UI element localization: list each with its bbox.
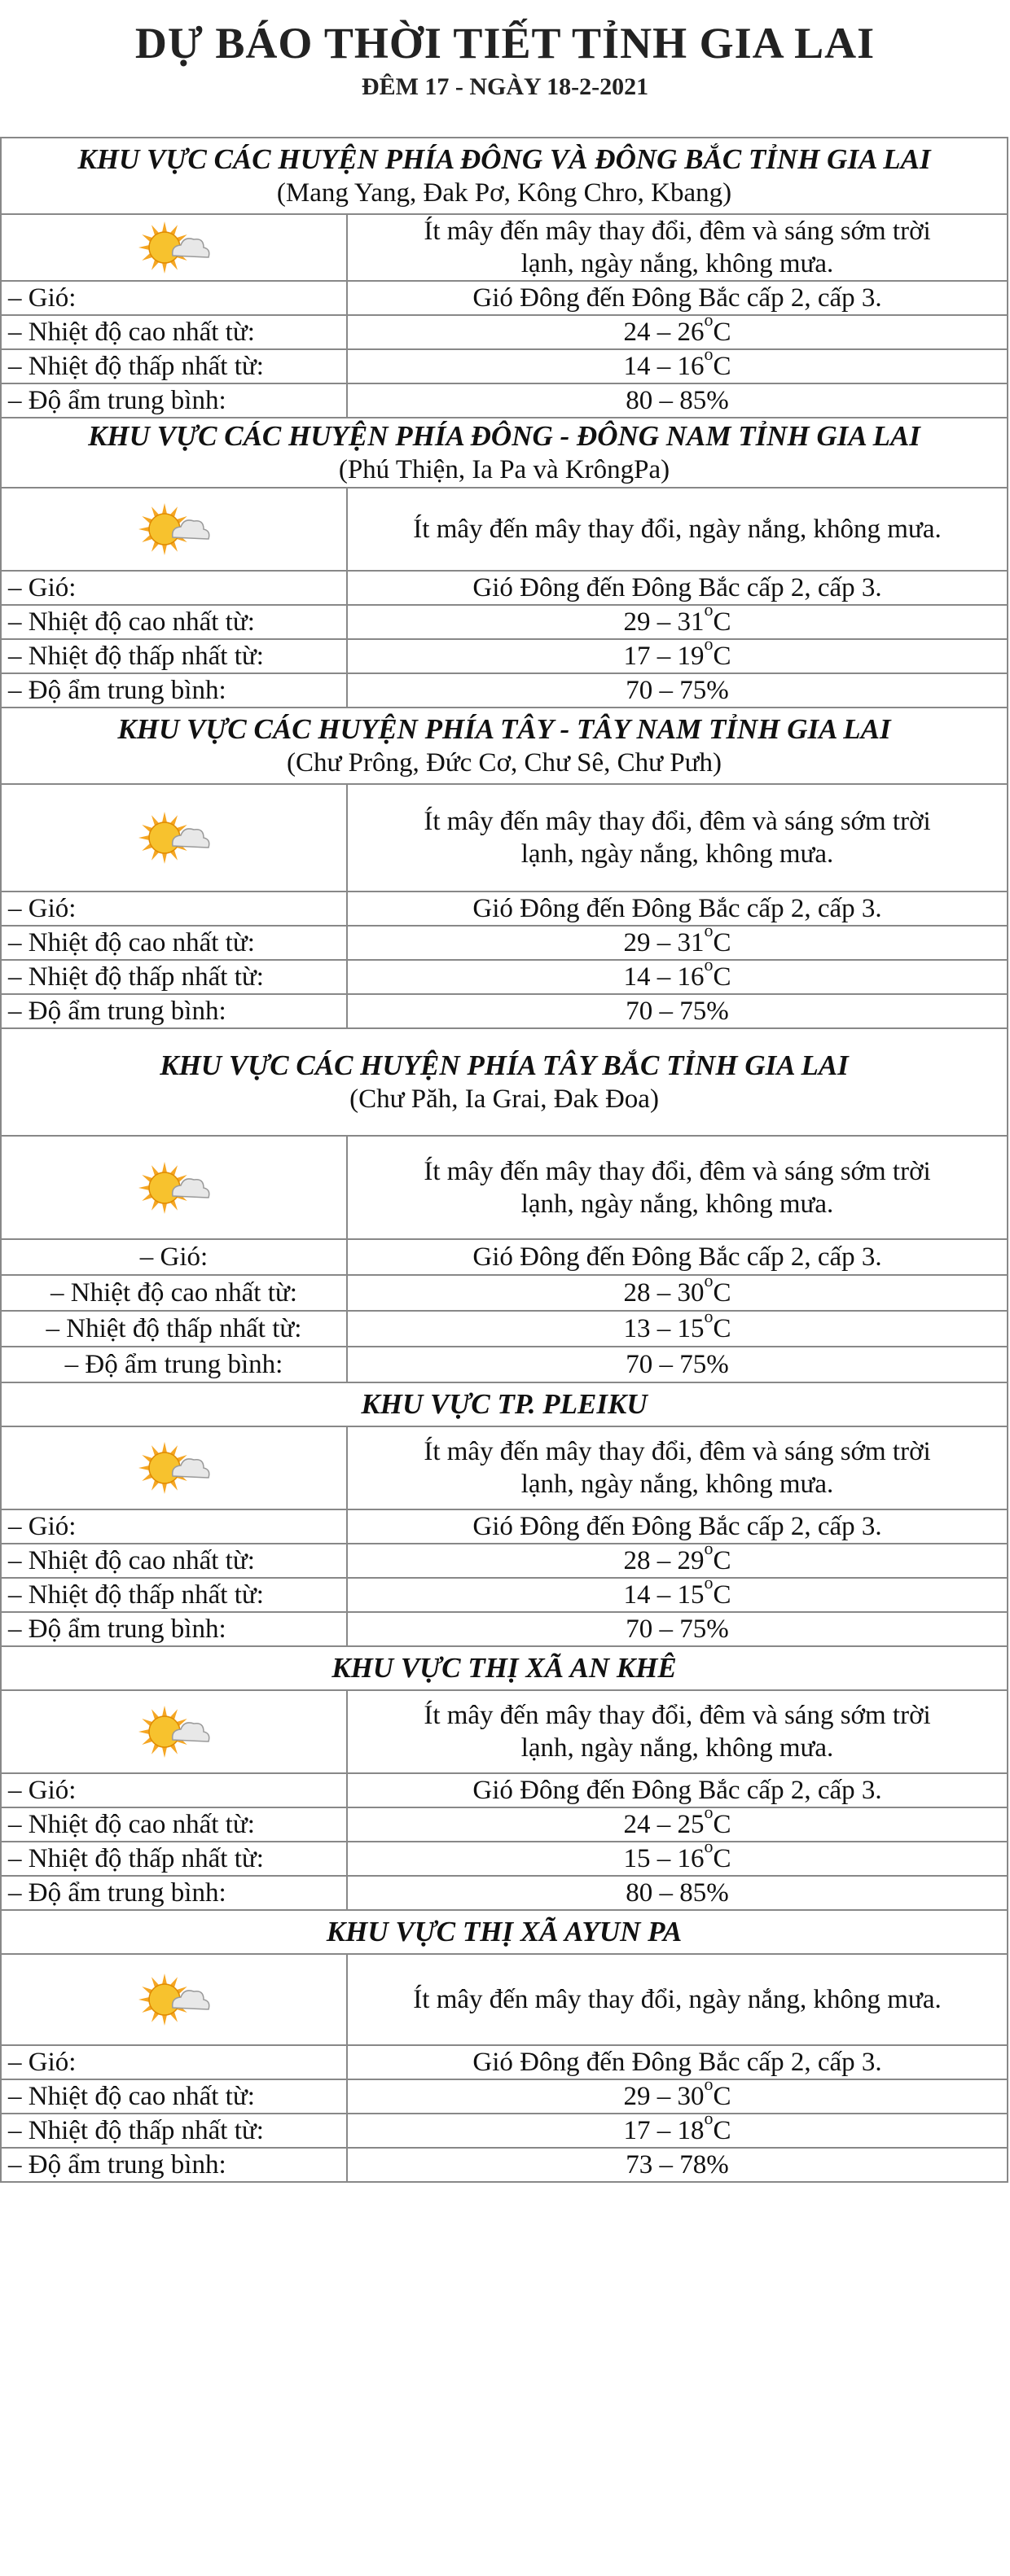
- description-row: [1, 1690, 1008, 1773]
- max-temp-row: [1, 1807, 1008, 1842]
- region-name: KHU VỰC CÁC HUYỆN PHÍA ĐÔNG VÀ ĐÔNG BẮC TỈNH GIA LAI: [77, 142, 931, 175]
- region-districts: (Chư Păh, Ia Grai, Đak Đoa): [349, 1084, 659, 1114]
- temp-unit: C: [713, 318, 731, 347]
- wind-value: [347, 1239, 1008, 1275]
- humidity-number: 70 – 75%: [626, 1614, 729, 1644]
- min-temp-row: [1, 1578, 1008, 1612]
- degree-mark: o: [704, 2108, 714, 2128]
- max-temp-row: [1, 605, 1008, 639]
- wind-number: Gió Đông đến Đông Bắc cấp 2, cấp 3.: [472, 1242, 882, 1272]
- temp-unit: C: [713, 607, 731, 637]
- temp-unit: C: [713, 1546, 731, 1575]
- max-temp-number: 28 – 29: [623, 1546, 705, 1575]
- page-title: DỰ BÁO THỜI TIẾT TỈNH GIA LAI: [134, 19, 876, 68]
- max-temp-value: [347, 1270, 1008, 1311]
- humidity-value: [347, 383, 1008, 418]
- temp-unit: C: [713, 928, 731, 957]
- humidity-label: – Độ ẩm trung bình:: [1, 994, 347, 1028]
- description-row: [1, 1954, 1008, 2045]
- sun-behind-cloud-icon: [135, 1435, 213, 1500]
- weather-icon-cell: [1, 1954, 347, 2045]
- wind-label: – Gió:: [1, 2045, 347, 2079]
- min-temp-row: [1, 349, 1008, 383]
- degree-mark: o: [704, 2074, 714, 2094]
- humidity-label: – Độ ẩm trung bình:: [1, 1347, 347, 1382]
- weather-description: [347, 1690, 1008, 1773]
- description-line-2: lạnh, ngày nắng, không mưa.: [520, 249, 834, 278]
- sun-behind-cloud-icon: [135, 1699, 213, 1764]
- humidity-label: – Độ ẩm trung bình:: [1, 1612, 347, 1646]
- humidity-label: – Độ ẩm trung bình:: [1, 673, 347, 708]
- wind-value: [347, 2045, 1008, 2079]
- region-header: [1, 418, 1008, 488]
- max-temp-label: – Nhiệt độ cao nhất từ:: [1, 926, 347, 960]
- description-line-1: Ít mây đến mây thay đổi, đêm và sáng sớm trời: [424, 1437, 931, 1466]
- sun-behind-cloud-icon: [135, 805, 213, 870]
- max-temp-label: – Nhiệt độ cao nhất từ:: [1, 1275, 347, 1311]
- description-line-1: Ít mây đến mây thay đổi, đêm và sáng sớm trời: [424, 217, 931, 246]
- max-temp-value: [347, 920, 1008, 960]
- max-temp-number: 28 – 30: [623, 1278, 705, 1308]
- max-temp-value: [347, 1802, 1008, 1842]
- wind-label: – Gió:: [1, 1773, 347, 1807]
- max-temp-label: – Nhiệt độ cao nhất từ:: [1, 1807, 347, 1842]
- description-row: [1, 1426, 1008, 1509]
- region-name: KHU VỰC CÁC HUYỆN PHÍA TÂY BẮC TỈNH GIA LAI: [160, 1049, 849, 1081]
- wind-number: Gió Đông đến Đông Bắc cấp 2, cấp 3.: [472, 894, 882, 923]
- degree-mark: o: [704, 1538, 714, 1558]
- min-temp-value: [347, 1306, 1008, 1347]
- max-temp-label: – Nhiệt độ cao nhất từ:: [1, 2079, 347, 2114]
- region-header: [1, 1028, 1008, 1136]
- humidity-number: 80 – 85%: [626, 1878, 729, 1908]
- min-temp-label: – Nhiệt độ thấp nhất từ:: [1, 349, 347, 383]
- wind-label: – Gió:: [1, 892, 347, 926]
- region-name: KHU VỰC THỊ XÃ AN KHÊ: [332, 1651, 677, 1684]
- min-temp-value: [347, 1836, 1008, 1876]
- wind-number: Gió Đông đến Đông Bắc cấp 2, cấp 3.: [472, 573, 882, 602]
- max-temp-row: [1, 2079, 1008, 2114]
- humidity-row: [1, 994, 1008, 1028]
- weather-description: [347, 1954, 1008, 2045]
- region-districts: (Phú Thiện, Ia Pa và KrôngPa): [338, 454, 670, 484]
- min-temp-row: [1, 2114, 1008, 2148]
- humidity-row: [1, 1876, 1008, 1910]
- temp-unit: C: [713, 962, 731, 992]
- degree-mark: o: [704, 920, 714, 940]
- wind-number: Gió Đông đến Đông Bắc cấp 2, cấp 3.: [472, 1512, 882, 1541]
- min-temp-label: – Nhiệt độ thấp nhất từ:: [1, 639, 347, 673]
- min-temp-row: [1, 1842, 1008, 1876]
- degree-mark: o: [704, 309, 714, 330]
- max-temp-value: [347, 599, 1008, 639]
- max-temp-value: [347, 309, 1008, 349]
- min-temp-value: [347, 954, 1008, 994]
- region-header: [1, 138, 1008, 214]
- weather-description: [347, 488, 1008, 571]
- min-temp-value: [347, 344, 1008, 383]
- wind-value: [347, 1773, 1008, 1807]
- wind-value: [347, 281, 1008, 315]
- wind-row: [1, 1239, 1008, 1275]
- humidity-value: [347, 994, 1008, 1028]
- max-temp-value: [347, 2074, 1008, 2114]
- min-temp-row: [1, 1311, 1008, 1347]
- degree-mark: o: [704, 344, 714, 364]
- wind-value: [347, 1509, 1008, 1544]
- min-temp-number: 15 – 16: [623, 1844, 705, 1873]
- region-header-row: [1, 1910, 1008, 1954]
- weather-description: [347, 1136, 1008, 1239]
- wind-row: [1, 1773, 1008, 1807]
- min-temp-label: – Nhiệt độ thấp nhất từ:: [1, 960, 347, 994]
- min-temp-value: [347, 1572, 1008, 1612]
- max-temp-label: – Nhiệt độ cao nhất từ:: [1, 605, 347, 639]
- humidity-row: [1, 383, 1008, 418]
- min-temp-number: 14 – 16: [623, 352, 705, 381]
- region-header-row: [1, 138, 1008, 214]
- sun-behind-cloud-icon: [135, 215, 213, 280]
- max-temp-label: – Nhiệt độ cao nhất từ:: [1, 315, 347, 349]
- degree-mark: o: [704, 599, 714, 620]
- humidity-number: 70 – 75%: [626, 1350, 729, 1379]
- sun-behind-cloud-icon: [135, 1155, 213, 1220]
- description-line-1: Ít mây đến mây thay đổi, ngày nắng, không mưa.: [413, 515, 942, 544]
- humidity-label: – Độ ẩm trung bình:: [1, 2148, 347, 2182]
- humidity-number: 73 – 78%: [626, 2150, 729, 2180]
- humidity-label: – Độ ẩm trung bình:: [1, 1876, 347, 1910]
- region-header: [1, 1382, 1008, 1426]
- max-temp-number: 24 – 25: [623, 1810, 705, 1839]
- region-name: KHU VỰC CÁC HUYỆN PHÍA ĐÔNG - ĐÔNG NAM TỈNH GIA LAI: [88, 419, 920, 452]
- weather-icon-cell: [1, 214, 347, 281]
- max-temp-value: [347, 1538, 1008, 1578]
- temp-unit: C: [713, 1580, 731, 1610]
- description-row: [1, 214, 1008, 281]
- max-temp-number: 29 – 31: [623, 607, 705, 637]
- weather-icon-cell: [1, 1426, 347, 1509]
- max-temp-number: 24 – 26: [623, 318, 705, 347]
- description-line-2: lạnh, ngày nắng, không mưa.: [520, 1733, 834, 1763]
- region-districts: (Chư Prông, Đức Cơ, Chư Sê, Chư Pưh): [286, 747, 722, 778]
- description-line-2: lạnh, ngày nắng, không mưa.: [520, 1189, 834, 1219]
- humidity-number: 70 – 75%: [626, 997, 729, 1026]
- description-line-1: Ít mây đến mây thay đổi, đêm và sáng sớm trời: [424, 1156, 931, 1186]
- region-header-row: [1, 1028, 1008, 1136]
- wind-number: Gió Đông đến Đông Bắc cấp 2, cấp 3.: [472, 283, 882, 313]
- region-header-row: [1, 1646, 1008, 1690]
- degree-mark: o: [704, 1572, 714, 1592]
- region-name: KHU VỰC THỊ XÃ AYUN PA: [326, 1915, 683, 1947]
- weather-icon-cell: [1, 488, 347, 571]
- weather-description: [347, 1426, 1008, 1509]
- description-line-1: Ít mây đến mây thay đổi, ngày nắng, không mưa.: [413, 1985, 942, 2014]
- min-temp-number: 14 – 15: [623, 1580, 705, 1610]
- wind-number: Gió Đông đến Đông Bắc cấp 2, cấp 3.: [472, 1776, 882, 1805]
- description-row: [1, 488, 1008, 571]
- humidity-value: [347, 1876, 1008, 1910]
- temp-unit: C: [713, 352, 731, 381]
- humidity-value: [347, 1347, 1008, 1382]
- temp-unit: C: [713, 2082, 731, 2111]
- wind-label: – Gió:: [1, 281, 347, 315]
- min-temp-label: – Nhiệt độ thấp nhất từ:: [1, 2114, 347, 2148]
- region-header: [1, 1646, 1008, 1690]
- sun-behind-cloud-icon: [135, 1967, 213, 2032]
- temp-unit: C: [713, 1278, 731, 1308]
- region-header-row: [1, 708, 1008, 784]
- temp-unit: C: [713, 1844, 731, 1873]
- min-temp-number: 17 – 18: [623, 2116, 705, 2145]
- min-temp-label: – Nhiệt độ thấp nhất từ:: [1, 1311, 347, 1347]
- wind-row: [1, 1509, 1008, 1544]
- sun-behind-cloud-icon: [135, 497, 213, 562]
- temp-unit: C: [713, 1314, 731, 1343]
- humidity-label: – Độ ẩm trung bình:: [1, 383, 347, 418]
- weather-icon-cell: [1, 784, 347, 892]
- region-header: [1, 1910, 1008, 1954]
- wind-row: [1, 571, 1008, 605]
- max-temp-row: [1, 926, 1008, 960]
- degree-mark: o: [704, 1270, 714, 1290]
- description-line-2: lạnh, ngày nắng, không mưa.: [520, 839, 834, 869]
- wind-value: [347, 892, 1008, 926]
- temp-unit: C: [713, 2116, 731, 2145]
- wind-row: [1, 892, 1008, 926]
- region-name: KHU VỰC TP. PLEIKU: [361, 1387, 648, 1420]
- weather-icon-cell: [1, 1690, 347, 1773]
- humidity-value: [347, 673, 1008, 708]
- min-temp-row: [1, 639, 1008, 673]
- min-temp-value: [347, 2108, 1008, 2148]
- min-temp-number: 13 – 15: [623, 1314, 705, 1343]
- min-temp-label: – Nhiệt độ thấp nhất từ:: [1, 1842, 347, 1876]
- wind-row: [1, 2045, 1008, 2079]
- max-temp-number: 29 – 31: [623, 928, 705, 957]
- max-temp-row: [1, 1275, 1008, 1311]
- wind-label: – Gió:: [1, 1509, 347, 1544]
- max-temp-number: 29 – 30: [623, 2082, 705, 2111]
- humidity-number: 70 – 75%: [626, 676, 729, 705]
- min-temp-value: [347, 633, 1008, 673]
- page-subtitle: ĐÊM 17 - NGÀY 18-2-2021: [361, 73, 649, 100]
- max-temp-row: [1, 315, 1008, 349]
- temp-unit: C: [713, 1810, 731, 1839]
- description-line-2: lạnh, ngày nắng, không mưa.: [520, 1470, 834, 1499]
- region-name: KHU VỰC CÁC HUYỆN PHÍA TÂY - TÂY NAM TỈNH GIA LAI: [117, 712, 891, 745]
- humidity-row: [1, 1612, 1008, 1646]
- description-line-1: Ít mây đến mây thay đổi, đêm và sáng sớm trời: [424, 1701, 931, 1730]
- max-temp-row: [1, 1544, 1008, 1578]
- forecast-table: [0, 137, 1008, 2183]
- humidity-number: 80 – 85%: [626, 386, 729, 415]
- wind-row: [1, 281, 1008, 315]
- degree-mark: o: [704, 1836, 714, 1856]
- degree-mark: o: [704, 954, 714, 975]
- min-temp-label: – Nhiệt độ thấp nhất từ:: [1, 1578, 347, 1612]
- min-temp-row: [1, 960, 1008, 994]
- description-row: [1, 1136, 1008, 1239]
- wind-number: Gió Đông đến Đông Bắc cấp 2, cấp 3.: [472, 2048, 882, 2077]
- min-temp-number: 17 – 19: [623, 642, 705, 671]
- region-header-row: [1, 1382, 1008, 1426]
- wind-label: – Gió:: [1, 571, 347, 605]
- wind-value: [347, 571, 1008, 605]
- humidity-value: [347, 1612, 1008, 1646]
- max-temp-label: – Nhiệt độ cao nhất từ:: [1, 1544, 347, 1578]
- degree-mark: o: [704, 1802, 714, 1822]
- min-temp-number: 14 – 16: [623, 962, 705, 992]
- weather-icon-cell: [1, 1136, 347, 1239]
- temp-unit: C: [713, 642, 731, 671]
- description-line-1: Ít mây đến mây thay đổi, đêm và sáng sớm trời: [424, 807, 931, 836]
- weather-description: [347, 214, 1008, 281]
- humidity-row: [1, 673, 1008, 708]
- humidity-row: [1, 1347, 1008, 1382]
- weather-description: [347, 784, 1008, 892]
- region-districts: (Mang Yang, Đak Pơ, Kông Chro, Kbang): [276, 177, 732, 208]
- wind-label: – Gió:: [1, 1239, 347, 1275]
- humidity-row: [1, 2148, 1008, 2182]
- degree-mark: o: [704, 633, 714, 654]
- humidity-value: [347, 2148, 1008, 2182]
- region-header-row: [1, 418, 1008, 488]
- description-row: [1, 784, 1008, 892]
- degree-mark: o: [704, 1306, 714, 1326]
- region-header: [1, 708, 1008, 784]
